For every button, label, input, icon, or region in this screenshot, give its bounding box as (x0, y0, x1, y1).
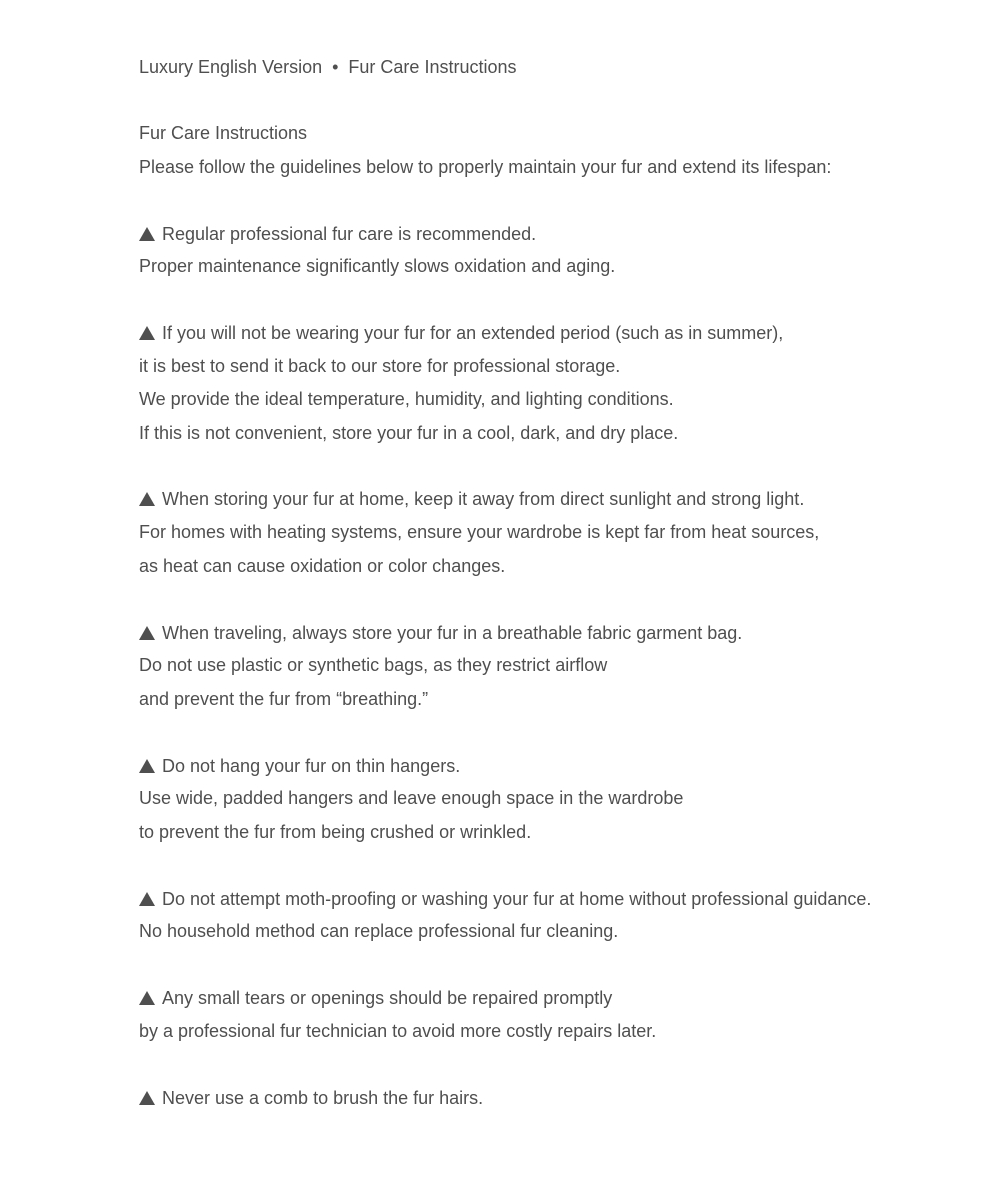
guideline-4-line-3: and prevent the fur from “breathing.” (139, 689, 429, 709)
guideline-1-line-2: Proper maintenance significantly slows oxidation and aging. (139, 256, 616, 276)
intro-title: Fur Care Instructions (139, 123, 308, 143)
guideline-2-line-4: If this is not convenient, store your fur in a cool, dark, and dry place. (139, 423, 679, 443)
header-separator: • (332, 57, 339, 77)
guideline-5-line-1: Do not hang your fur on thin hangers. (139, 754, 460, 778)
guideline-6-line-1: Do not attempt moth-proofing or washing your fur at home without professional guidance. (139, 887, 871, 911)
guideline-3-line-3: as heat can cause oxidation or color changes. (139, 556, 506, 576)
document-header (139, 55, 516, 79)
triangle-bullet-icon (139, 626, 155, 640)
guideline-2-line-2: it is best to send it back to our store for professional storage. (139, 356, 621, 376)
section-label: Fur Care Instructions (348, 57, 517, 77)
guideline-2-line-3: We provide the ideal temperature, humidity, and lighting conditions. (139, 389, 674, 409)
guideline-5-line-3: to prevent the fur from being crushed or wrinkled. (139, 822, 532, 842)
guideline-4-line-1: When traveling, always store your fur in a breathable fabric garment bag. (139, 621, 742, 645)
guideline-4-line-2: Do not use plastic or synthetic bags, as they restrict airflow (139, 655, 608, 675)
triangle-bullet-icon (139, 759, 155, 773)
guideline-3-line-2: For homes with heating systems, ensure your wardrobe is kept far from heat sources, (139, 522, 820, 542)
triangle-bullet-icon (139, 892, 155, 906)
triangle-bullet-icon (139, 991, 155, 1005)
intro-text: Please follow the guidelines below to properly maintain your fur and extend its lifespan: (139, 157, 832, 177)
version-label: Luxury English Version (139, 57, 323, 77)
guideline-5-line-2: Use wide, padded hangers and leave enough space in the wardrobe (139, 788, 684, 808)
triangle-bullet-icon (139, 326, 155, 340)
guideline-6-line-2: No household method can replace professional fur cleaning. (139, 921, 619, 941)
triangle-bullet-icon (139, 1091, 155, 1105)
triangle-bullet-icon (139, 492, 155, 506)
guideline-7-line-2: by a professional fur technician to avoid more costly repairs later. (139, 1021, 657, 1041)
guideline-7-line-1: Any small tears or openings should be repaired promptly (139, 986, 612, 1010)
guideline-3-line-1: When storing your fur at home, keep it away from direct sunlight and strong light. (139, 487, 804, 511)
guideline-1-line-1: Regular professional fur care is recommended. (139, 222, 536, 246)
triangle-bullet-icon (139, 227, 155, 241)
guideline-2-line-1: If you will not be wearing your fur for an extended period (such as in summer), (139, 321, 783, 345)
guideline-8-line-1: Never use a comb to brush the fur hairs. (139, 1086, 483, 1110)
